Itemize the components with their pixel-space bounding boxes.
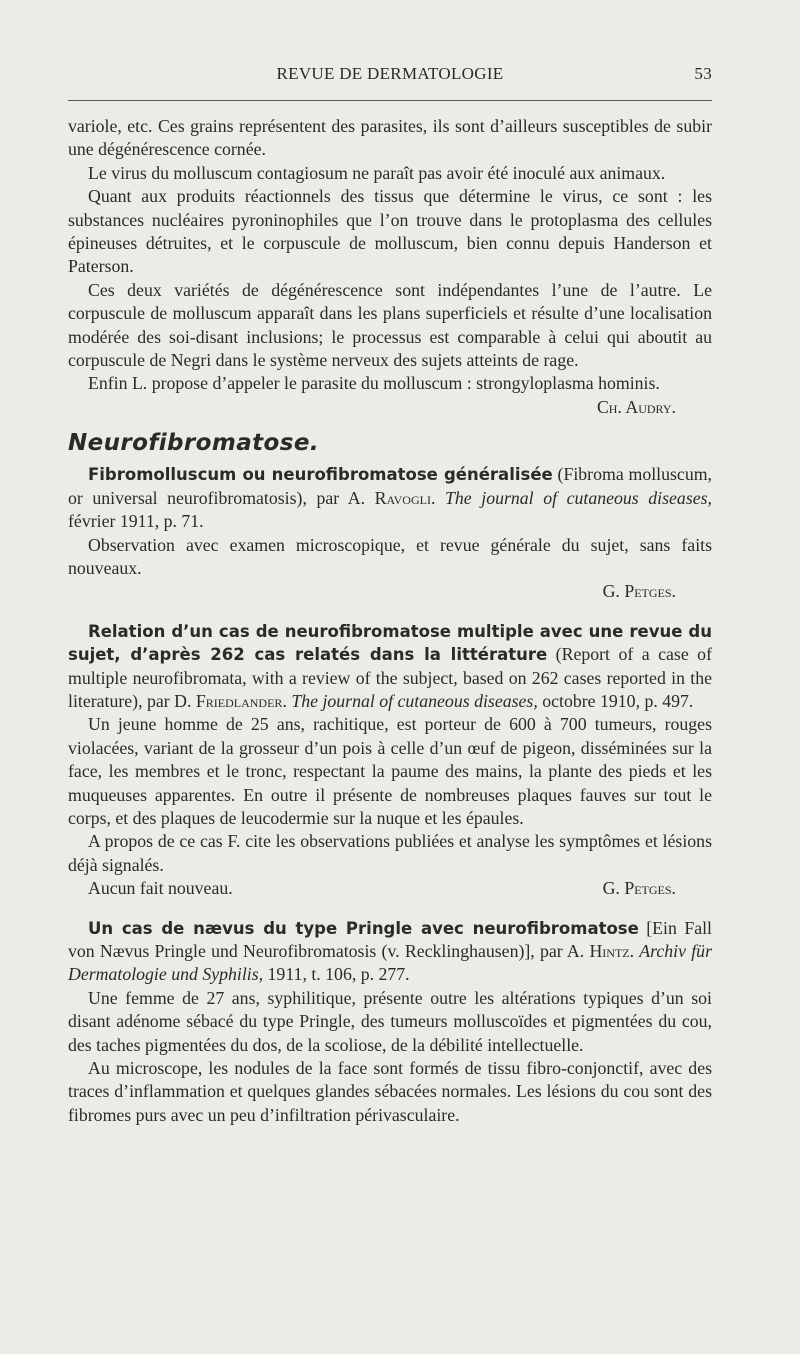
- entry-friedlander-body-3-text: Aucun fait nouveau.: [88, 878, 233, 899]
- running-header: [68, 60, 712, 90]
- entry-hintz-ref-date: 1911, t. 106, p. 277.: [263, 964, 410, 985]
- entry-hintz-body-2: Au microscope, les nodules de la face sont formés de tissu fibro-conjonctif, avec des traces d’inflammation et quelques glandes sébacées normales. Les lésions du cou sont des fibromes purs avec un peu d’infiltration périvasculaire.: [68, 1058, 712, 1125]
- header-rule: [68, 100, 712, 101]
- paragraph-varietes: Ces deux variétés de dégénérescence sont indépendantes l’une de l’autre. Le corpuscule de molluscum apparaît dans les plans superficiels et résulte d’une localisation modérée des soi-disant inclusions; le processus est comparable à celui qui aboutit au corpuscule de Negri dans le système nerveux des sujets atteints de rage.: [68, 279, 712, 371]
- journal-title: REVUE DE DERMATOLOGIE: [276, 64, 504, 83]
- entry-ravogli-reference: [68, 463, 712, 533]
- entry-friedlander-body-3: [68, 877, 712, 900]
- entry-ravogli-body: Observation avec examen microscopique, et revue générale du sujet, sans faits nouveaux.: [68, 534, 712, 578]
- entry-friedlander-title: Relation d’un cas de neurofibromatose multiple avec une revue du sujet, d’après 262 cas relatés dans la littérature: [68, 621, 712, 665]
- entry-ravogli-ref-sep: .: [430, 487, 445, 508]
- signature-petges-1: G. Petges.: [602, 581, 676, 602]
- entry-ravogli: [68, 463, 712, 603]
- journal-name-ravogli: The journal of cutaneous diseases,: [445, 487, 712, 508]
- entry-friedlander-ref-text: (Report of a case of multiple neurofibromata, with a review of the subject, based on 262 cases reported in the literature), par D.: [68, 644, 712, 711]
- entry-hintz-title: Un cas de nævus du type Pringle avec neurofibromatose: [88, 918, 639, 938]
- entry-hintz-reference: [68, 917, 712, 987]
- paragraph-variole: variole, etc. Ces grains représentent des parasites, ils sont d’ailleurs susceptibles de subir une dégénérescence cornée.: [68, 116, 712, 160]
- entry-friedlander: [68, 620, 712, 901]
- entry-friedlander-reference: [68, 620, 712, 714]
- paragraph-enfin-text: Enfin L. propose d’appeler le parasite du molluscum : strongyloplasma hominis.: [88, 373, 660, 394]
- signature-petges-2: G. Petges.: [602, 878, 676, 899]
- body-text: [68, 115, 712, 1127]
- entry-hintz: [68, 917, 712, 1128]
- paragraph-enfin: [68, 372, 712, 395]
- paragraph-virus: Le virus du molluscum contagiosum ne paraît pas avoir été inoculé aux animaux.: [88, 162, 666, 183]
- entry-ravogli-title: Fibromolluscum ou neurofibromatose généralisée: [88, 465, 553, 485]
- entry-hintz-ref-sep: .: [629, 941, 640, 961]
- journal-name-friedlander: The journal of cutaneous diseases,: [291, 690, 538, 711]
- section-title: Neurofibromatose.: [68, 430, 319, 457]
- paragraph-produits: Quant aux produits réactionnels des tissus que détermine le virus, ce sont : les substances nucléaires pyroninophiles que l’on trouve dans le protoplasma des cellules épineuses détruites, et le corpuscule de molluscum, bien connu depuis Handerson et Paterson.: [68, 186, 712, 277]
- entry-friedlander-body-2: A propos de ce cas F. cite les observations publiées et analyse les symptômes et lésions déjà signalés.: [68, 831, 712, 875]
- signature-audry: Ch. Audry.: [596, 396, 676, 417]
- entry-ravogli-ref-text: (Fibroma molluscum, or universal neurofibromatosis), par A.: [68, 464, 712, 508]
- author-hintz: Hintz: [589, 941, 630, 961]
- entry-hintz-body-1: Une femme de 27 ans, syphilitique, présente outre les altérations typiques d’un soi disant adénome sébacé du type Pringle, des tumeurs molluscoïdes et pigmentées du cou, des taches pigmentées du dos, de la scoliose, de la débilité intellectuelle.: [68, 987, 712, 1055]
- entry-ravogli-ref-date: février 1911, p. 71.: [68, 511, 204, 532]
- author-ravogli: Ravogli: [374, 487, 431, 508]
- entry-friedlander-body-1: Un jeune homme de 25 ans, rachitique, est porteur de 600 à 700 tumeurs, rouges violacées, variant de la grosseur d’un pois à celle d’un œuf de pigeon, disséminées sur la face, les membres et le tronc, respectant la paume des mains, la plante des pieds et les muqueuses apparentes. En outre il présente de nombreuses plaques fauves sur tout le corps, et des plaques de leucodermie sur la nuque et les épaules.: [68, 714, 712, 828]
- page-number: 53: [694, 64, 712, 83]
- entry-hintz-ref-text: [Ein Fall von Nævus Pringle und Neurofibromatosis (v. Recklinghausen)], par A.: [68, 917, 712, 961]
- entry-friedlander-ref-date: octobre 1910, p. 497.: [537, 690, 694, 711]
- journal-name-hintz: Archiv für Dermatologie und Syphilis,: [68, 941, 712, 985]
- entry-friedlander-ref-sep: .: [282, 690, 292, 711]
- author-friedlander: Friedlander: [195, 690, 283, 711]
